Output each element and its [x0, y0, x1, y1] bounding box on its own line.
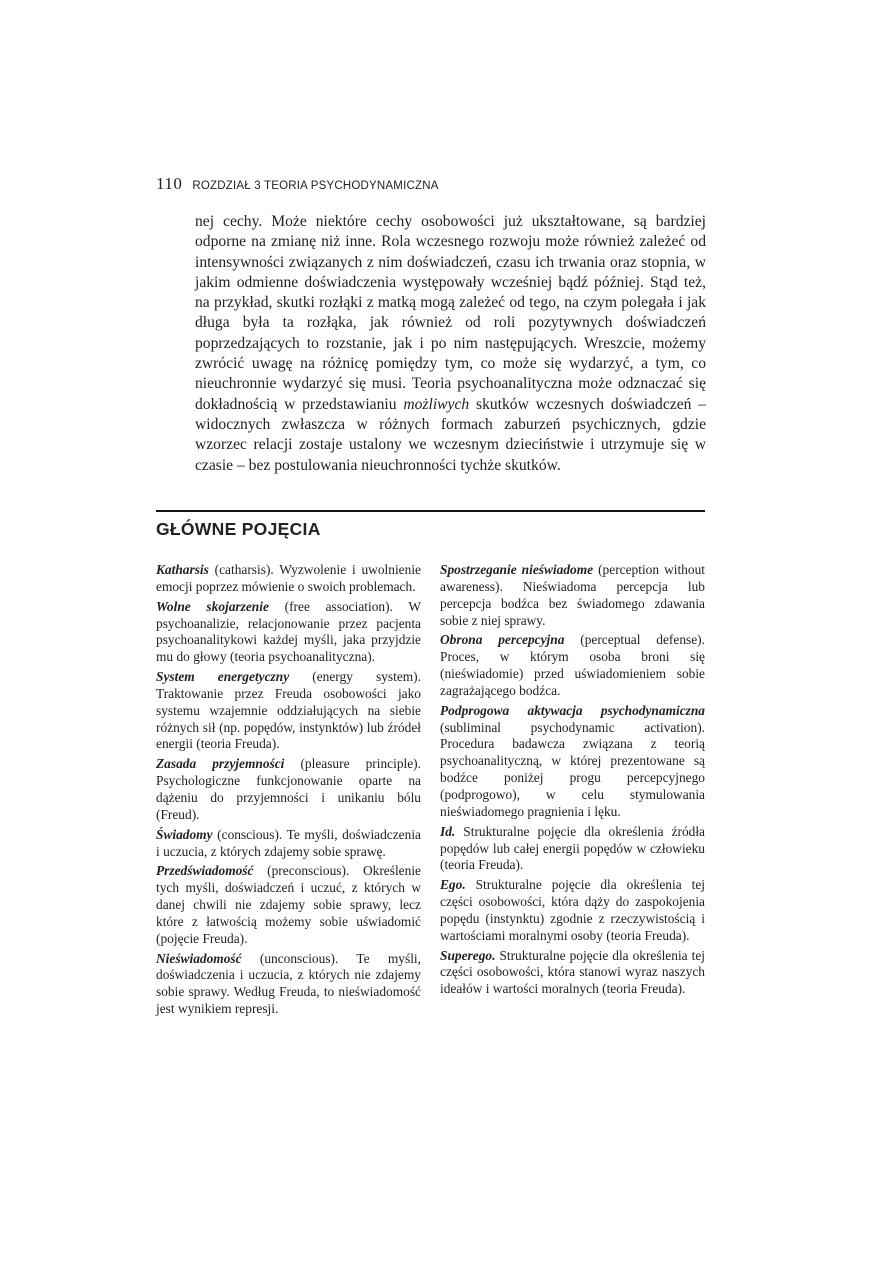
glossary-term: Świadomy [156, 826, 213, 842]
glossary-definition: (free association). W psychoanalizie, relacjonowanie przez pacjenta psychoanalitykowi każdej myśli, jaka przyjdzie mu do głowy (teoria psychoanalityczna). [156, 598, 421, 665]
glossary-term: Wolne skojarzenie [156, 598, 269, 614]
glossary-term: System energetyczny [156, 669, 290, 685]
glossary-term: Id. [440, 823, 456, 839]
glossary-entry [440, 562, 705, 629]
glossary-left-column [156, 562, 421, 1021]
glossary-term: Spostrzeganie nieświadome [440, 562, 594, 577]
glossary-entry [156, 599, 421, 666]
glossary-definition: (subliminal psychodynamic activation). Procedura badawcza związana z teorią psychoanalityczną, w której prezentowane są bodźce poniżej progu percepcyjnego (podprogowo), w celu stymulowania nieświadomego pragnienia i lęku. [440, 719, 705, 819]
glossary-definition: (pleasure principle). Psychologiczne funkcjonowanie oparte na dążeniu do przyjemności i unikaniu bólu (Freud). [156, 756, 421, 822]
glossary-entry [156, 562, 421, 596]
glossary-term: Katharsis [156, 562, 209, 577]
glossary-entry [156, 863, 421, 947]
glossary-definition: (energy system). Traktowanie przez Freuda osobowości jako systemu wzajemnie oddziałujących na siebie różnych sił (np. popędów, instynktów) lub źródeł energii (teoria Freuda). [156, 669, 421, 752]
page-number: 110 [156, 174, 183, 193]
intro-text-after: skutków wczesnych doświadczeń – widocznych zwłaszcza w różnych formach zaburzeń psychicznych, gdzie wzorzec relacji zostaje ustalony we wczesnym dzieciństwie i utrzymuje się w czasie – bez postulowania nieuchronności tychże skutków. [195, 395, 707, 474]
glossary-definition: (unconscious). Te myśli, doświadczenia i uczucia, z których nie zdajemy sobie sprawy. Według Freuda, to nieświadomość jest wynikiem represji. [156, 950, 421, 1017]
glossary-entry [440, 877, 705, 944]
glossary-entry [440, 703, 705, 821]
glossary-entry [440, 948, 705, 999]
glossary-definition: (conscious). Te myśli, doświadczenia i uczucia, z których zdajemy sobie sprawę. [156, 826, 421, 859]
intro-paragraph [195, 212, 706, 476]
glossary-definition: (catharsis). Wyzwolenie i uwolnienie emocji poprzez mówienie o swoich problemach. [156, 562, 421, 594]
section-divider [156, 510, 705, 512]
glossary-term: Nieświadomość [156, 950, 242, 966]
glossary-term: Superego. [440, 947, 496, 963]
glossary-entry [440, 824, 705, 875]
intro-emphasis: możliwych [403, 395, 470, 413]
glossary-entry [156, 669, 421, 753]
glossary-definition: Strukturalne pojęcie dla określenia tej części osobowości, która dąży do zaspokojenia popędu (instynktu) zgodnie z rzeczywistością i wartościami moralnymi osoby (teoria Freuda). [440, 877, 705, 943]
glossary-definition: (preconscious). Określenie tych myśli, doświadczeń i uczuć, z których w danej chwili nie zdajemy sobie sprawy, lecz które z łatwością możemy sobie uświadomić (pojęcie Freuda). [156, 863, 421, 946]
intro-text-before: nej cechy. Może niektóre cechy osobowości już ukształtowane, są bardziej odporne na zmianę niż inne. Rola wczesnego rozwoju może również zależeć od intensywności związanych z nim doświadczeń, czasu ich trwania oraz stopnia, w jakim odmienne doświadczenia występowały wcześniej bądź później. Stąd też, na przykład, skutki rozłąki z matką mogą zależeć od tego, na czym polegała i jak długa była ta rozłąka, jak również od roli pozytywnych doświadczeń poprzedzających to rozstanie, jak i po nim następujących. Wreszcie, możemy zwrócić uwagę na różnicę pomiędzy tym, co może się wydarzyć, a tym, co nieuchronnie wydarzyć się musi. Teoria psychoanalityczna może odznaczać się dokładnością w przedstawianiu [195, 213, 706, 413]
glossary-definition: Strukturalne pojęcie dla określenia tej części osobowości, która stanowi wyraz naszych ideałów i wartości moralnych (teoria Freuda). [440, 947, 705, 997]
page-header [156, 174, 716, 194]
glossary-entry [156, 827, 421, 861]
glossary-entry [156, 756, 421, 823]
glossary-term: Obrona percepcyjna [440, 632, 565, 648]
running-head: ROZDZIAŁ 3 TEORIA PSYCHODYNAMICZNA [192, 180, 439, 192]
glossary-definition: (perception without awareness). Nieświadoma percepcja lub percepcja bodźca bez świadomego zdawania sobie z niej sprawy. [440, 562, 705, 628]
glossary-term: Zasada przyjemności [156, 756, 285, 772]
glossary-right-column [440, 562, 705, 1001]
glossary-term: Podprogowa aktywacja psychodynamiczna [440, 702, 705, 718]
glossary-definition: (perceptual defense). Proces, w którym osoba broni się (nieświadomie) przed uświadomieniem sobie zagrażającego bodźca. [440, 632, 705, 698]
glossary-term: Przedświadomość [156, 863, 254, 879]
glossary-definition: Strukturalne pojęcie dla określenia źródła popędów lub całej energii popędów w człowieku (teoria Freuda). [440, 823, 705, 873]
glossary-entry [440, 632, 705, 699]
section-title: GŁÓWNE POJĘCIA [156, 519, 321, 539]
glossary-term: Ego. [440, 877, 466, 893]
glossary-entry [156, 951, 421, 1018]
